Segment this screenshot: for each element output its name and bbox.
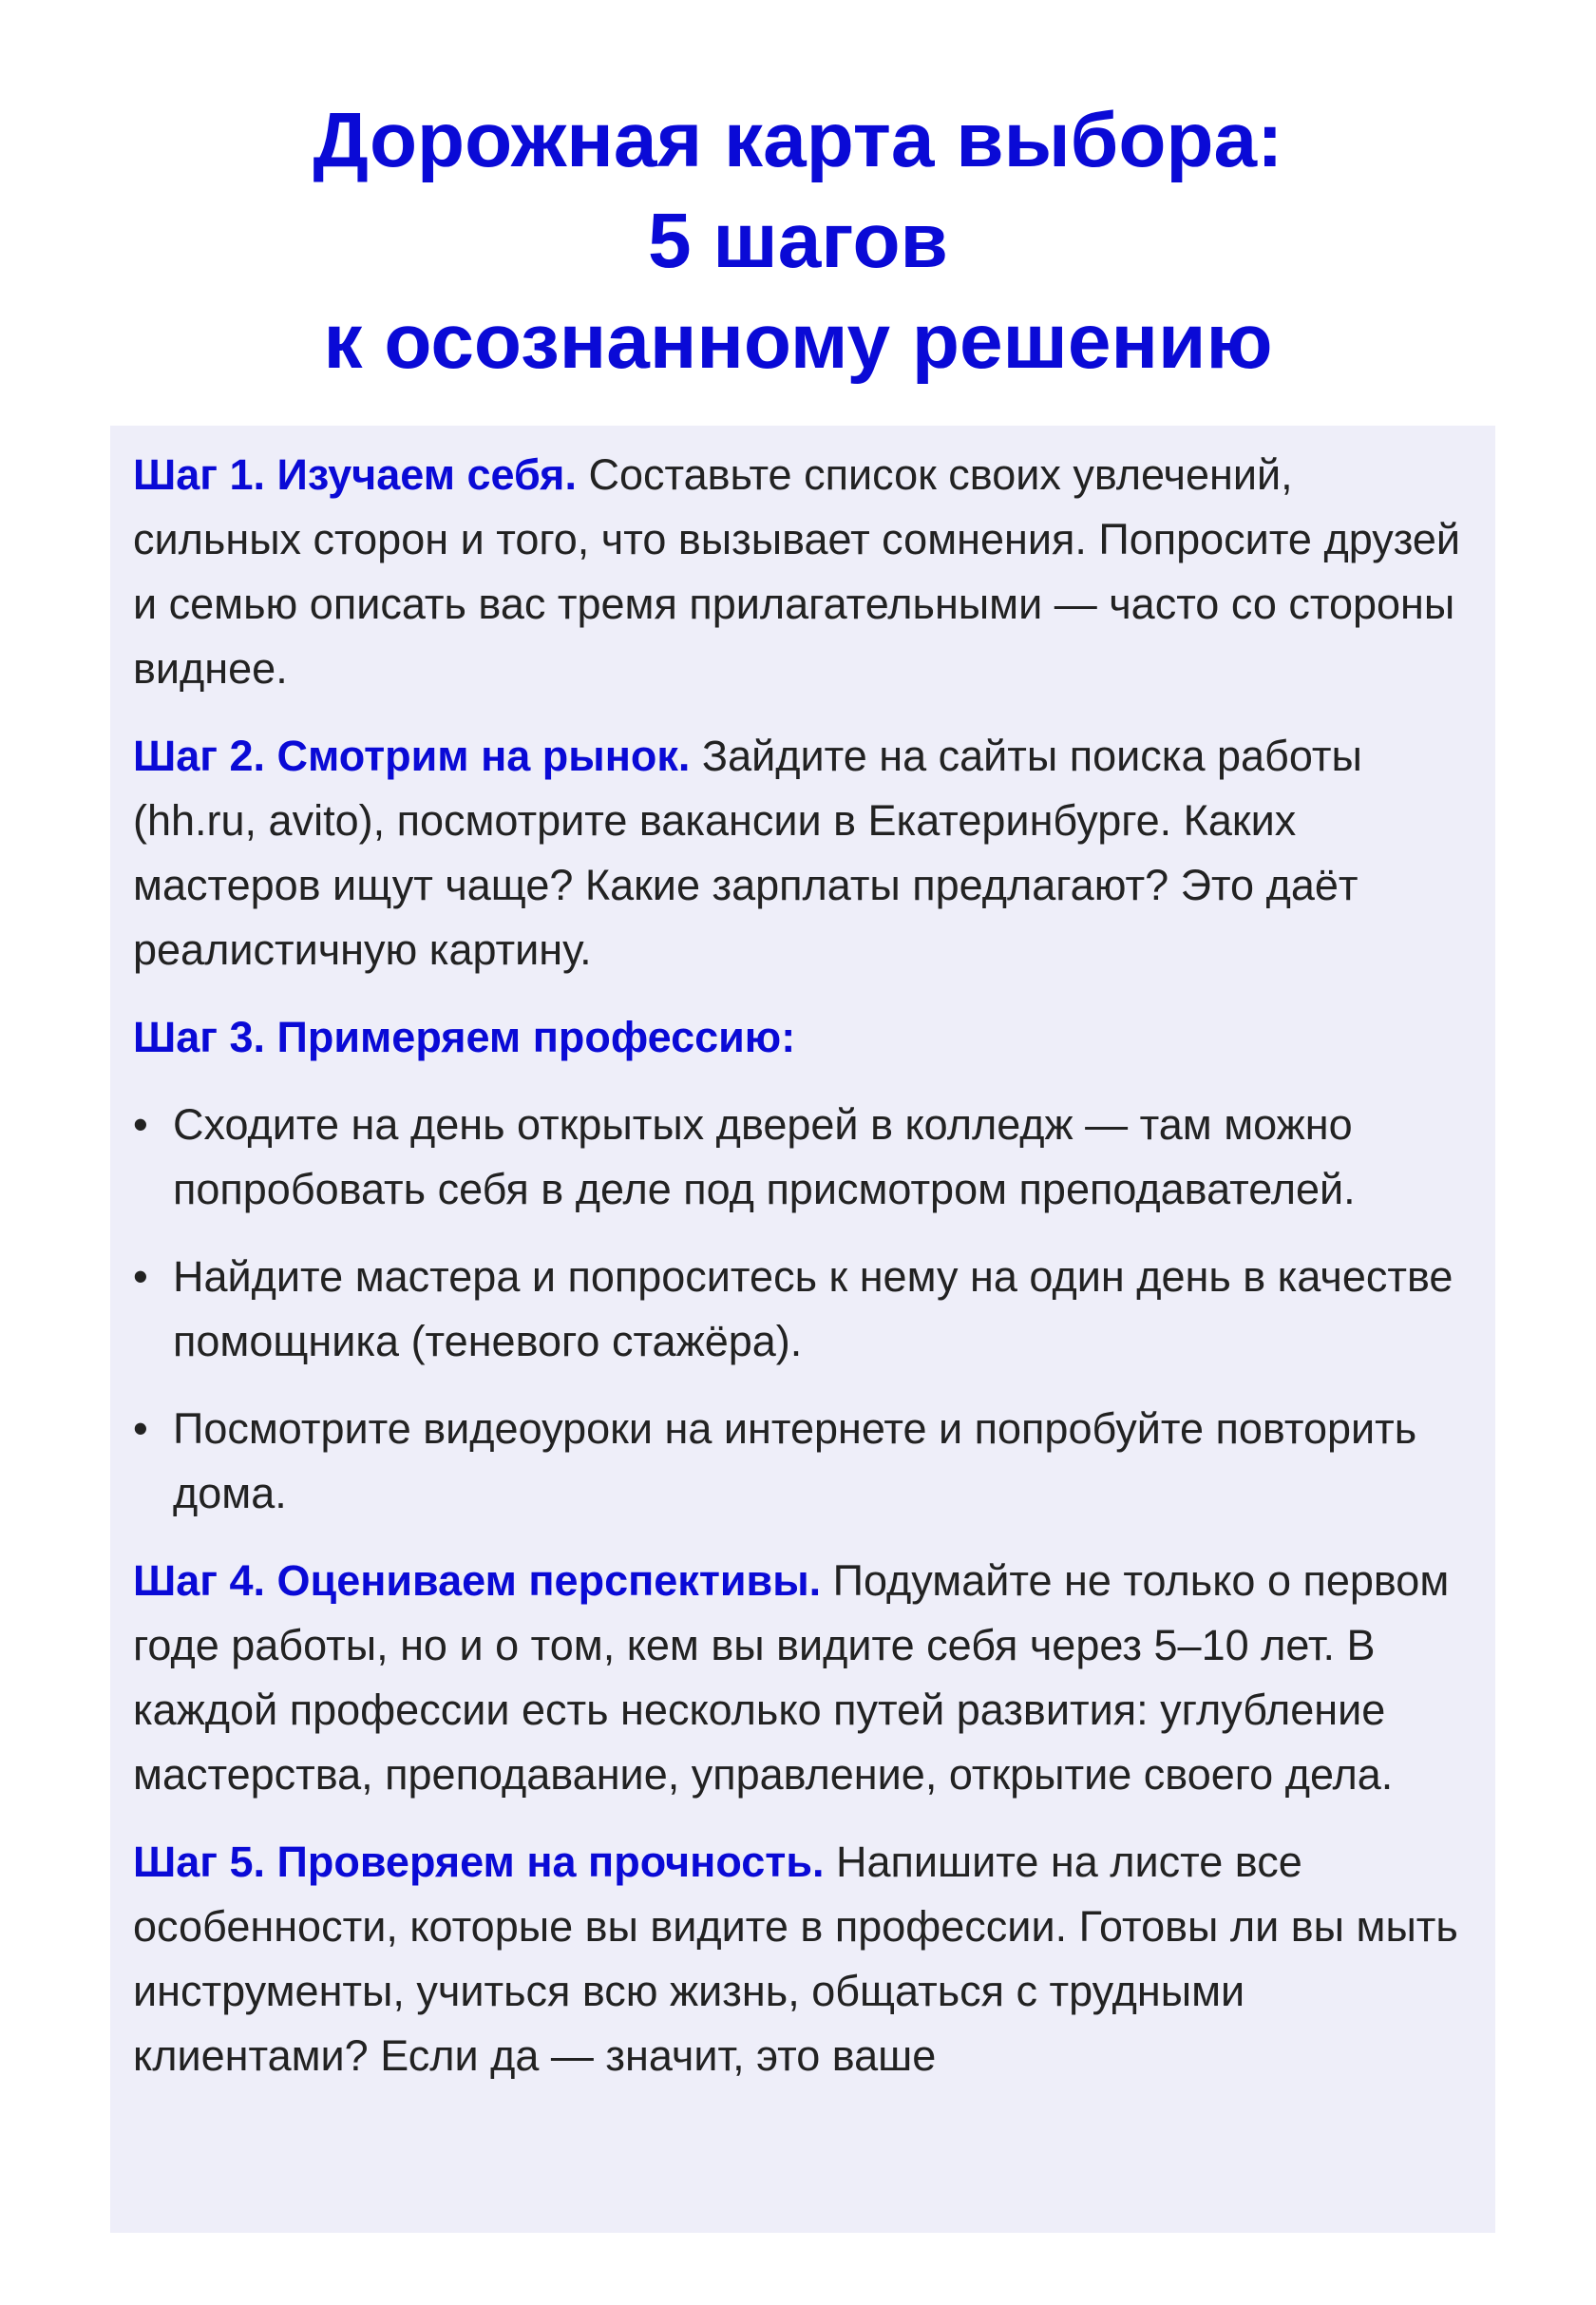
step-4 [133,1549,1472,1807]
page-title [0,90,1596,392]
step-2-heading: Шаг 2. Смотрим на рынок. [133,732,691,780]
step-3-bullet-3-text: Посмотрите видеоуроки на интернете и попробуйте повторить дома. [173,1404,1417,1517]
step-2-text: Зайдите на сайты поиска работы (hh.ru, avito), посмотрите вакансии в Екатеринбурге. Каких мастеров ищут чаще? Какие зарплаты предлагают? Это даёт реалистичную картину. [133,732,1362,974]
bullet-icon: • [133,1100,148,1149]
page-title-line-1: Дорожная карта выбора: [313,97,1283,183]
step-3-bullet-2-text: Найдите мастера и попроситесь к нему на один день в качестве помощника (теневого стажёра). [173,1252,1454,1365]
bullet-icon: • [133,1252,148,1301]
page-title-line-3: к осознанному решению [323,298,1273,385]
step-5 [133,1830,1472,2088]
step-2 [133,724,1472,982]
bullet-icon: • [133,1404,148,1453]
step-3-bullet-list [133,1093,1472,1526]
step-5-text: Напишите на листе все особенности, которые вы видите в профессии. Готовы ли вы мыть инструменты, учиться всю жизнь, общаться с трудными клиентами? Если да — значит, это ваше [133,1838,1458,2080]
step-3-bullet-1 [133,1093,1472,1222]
step-1-text: Составьте список своих увлечений, сильных сторон и того, что вызывает сомнения. Попросите друзей и семью описать вас тремя прилагательными — часто со стороны виднее. [133,450,1461,693]
step-1 [133,443,1472,701]
page-title-line-2: 5 шагов [648,198,948,284]
steps-panel [110,426,1495,2233]
step-5-heading: Шаг 5. Проверяем на прочность. [133,1838,825,1886]
step-4-heading: Шаг 4. Оцениваем перспективы. [133,1556,822,1605]
step-3 [133,1005,1472,1070]
step-1-heading: Шаг 1. Изучаем себя. [133,450,577,499]
step-3-bullet-2 [133,1245,1472,1374]
step-3-bullet-3 [133,1397,1472,1526]
step-4-text: Подумайте не только о первом годе работы, но и о том, кем вы видите себя через 5–10 лет. В каждой профессии есть несколько путей развития: углубление мастерства, преподавание, управление, открытие своего дела. [133,1556,1450,1799]
step-3-bullet-1-text: Сходите на день открытых дверей в колледж — там можно попробовать себя в деле под присмотром преподавателей. [173,1100,1356,1213]
step-3-heading: Шаг 3. Примеряем профессию: [133,1013,796,1061]
